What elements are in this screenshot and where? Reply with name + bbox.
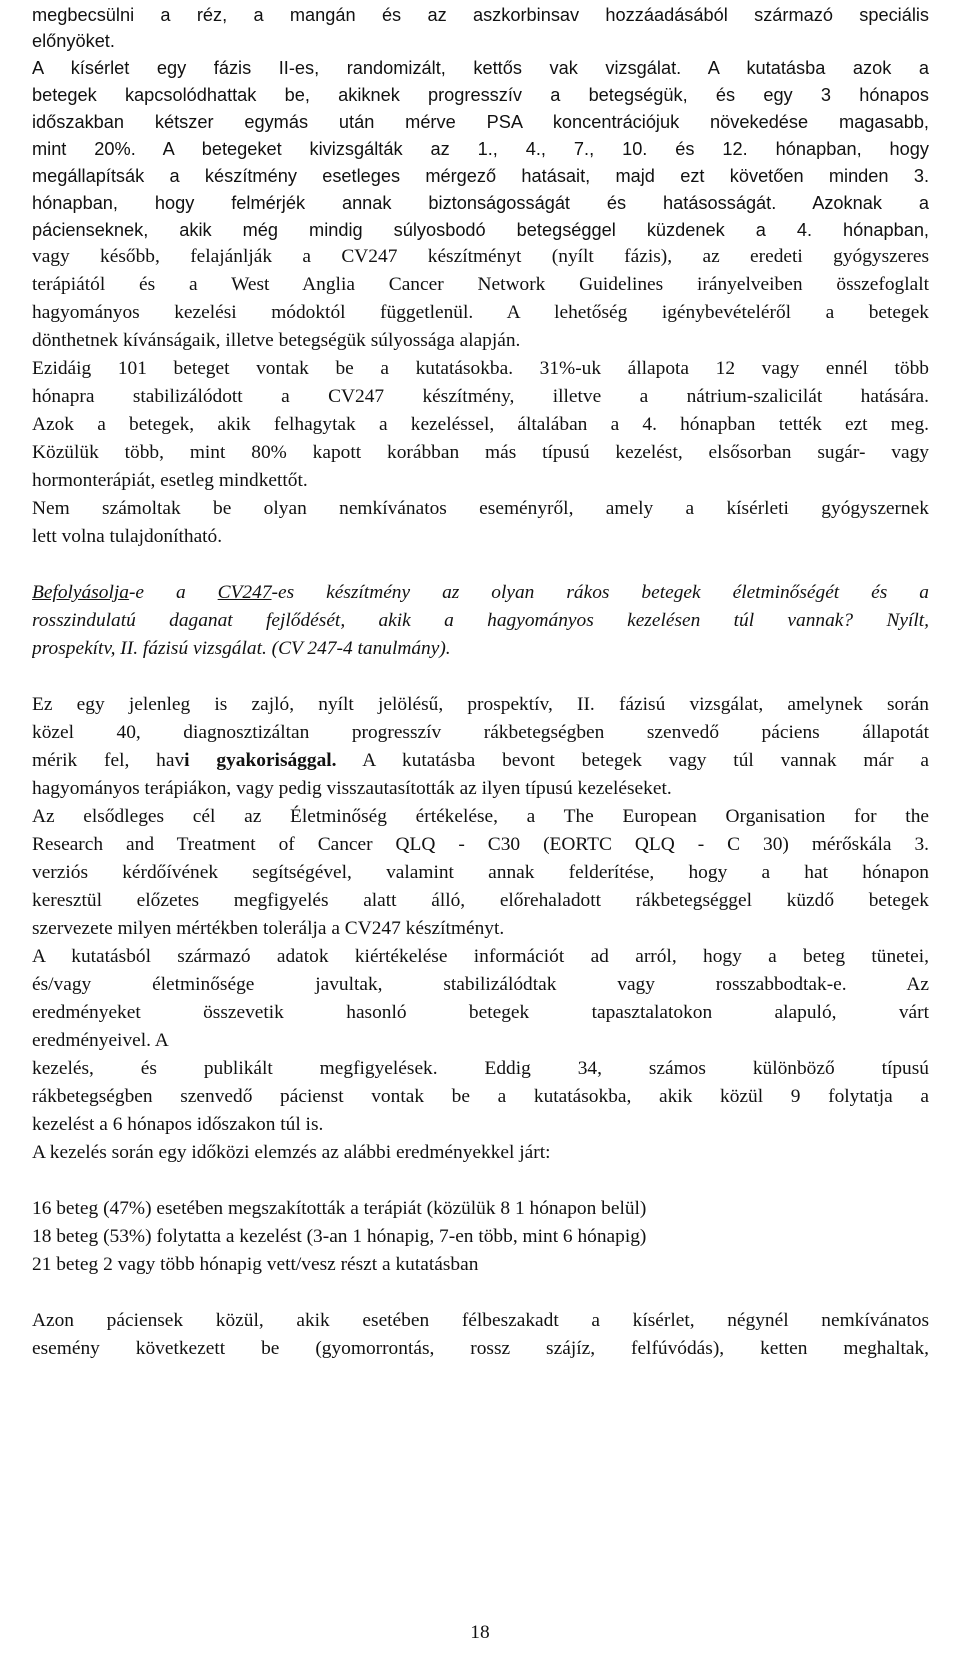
text-line: megállapítsák a készítmény esetleges mérgező hatásait, majd ezt követően minden 3. (32, 166, 929, 186)
text-line: pácienseknek, akik még mindig súlyosbodó betegséggel küzdenek a 4. hónapban, (32, 220, 929, 240)
text-line: megbecsülni a réz, a mangán és az aszkorbinsav hozzáadásából származó speciális (32, 5, 929, 25)
text-line: A kísérlet egy fázis II-es, randomizált, kettős vak vizsgálat. A kutatásba azok a (32, 58, 929, 78)
text-line: eredményeket összevetik hasonló betegek tapasztalatokon alapuló, várt (32, 1002, 929, 1023)
text-line: Azok a betegek, akik felhagytak a kezeléssel, általában a 4. hónapban tették ezt meg. (32, 414, 929, 435)
text-line: esemény következett be (gyomorrontás, rossz szájíz, felfúvódás), ketten meghaltak, (32, 1338, 929, 1359)
text-line: vagy később, felajánlják a CV247 készítményt (nyílt fázis), az eredeti gyógyszeres (32, 246, 929, 267)
text-line: lett volna tulajdonítható. (32, 526, 223, 547)
text-line: előnyöket. (32, 31, 115, 51)
text-line: Ezidáig 101 beteget vontak be a kutatásokba. 31%-uk állapota 12 vagy ennél több (32, 358, 929, 379)
text-line: hónapban, hogy felmérjék annak biztonságosságát és hatásosságát. Azoknak a (32, 193, 929, 213)
text-line (32, 746, 929, 776)
page-number: 18 (470, 1622, 490, 1643)
text-line: kezelés, és publikált megfigyelések. Eddig 34, számos különböző típusú (32, 1058, 929, 1079)
text-line: Research and Treatment of Cancer QLQ - C30 (EORTC QLQ - C 30) mérőskála 3. (32, 834, 929, 855)
text-line: hormonterápiát, esetleg mindkettőt. (32, 470, 308, 491)
text-line: szervezete milyen mértékben tolerálja a CV247 készítményt. (32, 918, 505, 939)
section-heading: rosszindulatú daganat fejlődését, akik a hagyományos kezelésen túl vannak? Nyílt, (32, 610, 929, 631)
heading-underlined-word: CV247 (217, 582, 272, 603)
text-line: eredményeivel. A (32, 1030, 169, 1051)
text-line: A kezelés során egy időközi elemzés az alábbi eredményekkel járt: (32, 1142, 551, 1163)
text-line: hónapra stabilizálódott a CV247 készítmény, illetve a nátrium-szalicilát hatására. (32, 386, 929, 407)
heading-text: -e a (128, 582, 218, 603)
text-line: közel 40, diagnosztizáltan progresszív rákbetegségben szenvedő páciens állapotát (32, 722, 929, 743)
text-line: betegek kapcsolódhattak be, akiknek progresszív a betegségük, és egy 3 hónapos (32, 85, 929, 105)
text-line: Ez egy jelenleg is zajló, nyílt jelölésű, prospektív, II. fázisú vizsgálat, amelynek során (32, 694, 929, 715)
text-line: terápiától és a West Anglia Cancer Network Guidelines irányelveiben összefoglalt (32, 274, 929, 295)
heading-text: -es készítmény az olyan rákos betegek életminőségét és a (271, 582, 929, 603)
result-item: 21 beteg 2 vagy több hónapig vett/vesz részt a kutatásban (32, 1254, 479, 1275)
text-line: és/vagy életminősége javultak, stabilizálódtak vagy rosszabbodtak-e. Az (32, 974, 929, 995)
text-line: Az elsődleges cél az Életminőség értékelése, a The European Organisation for the (32, 806, 929, 827)
text-line: időszakban kétszer egymás után mérve PSA koncentrációjuk növekedése magasabb, (32, 112, 929, 132)
text-line: Azon páciensek közül, akik esetében félbeszakadt a kísérlet, négynél nemkívánatos (32, 1310, 929, 1331)
text-line: verziós kérdőívének segítségével, valamint annak felderítése, hogy a hat hónapon (32, 862, 929, 883)
text-line: keresztül előzetes megfigyelés alatt álló, előrehaladott rákbetegséggel küzdő betegek (32, 890, 929, 911)
text-line: hagyományos kezelési módoktól függetlenül. A lehetőség igénybevételéről a betegek (32, 302, 929, 323)
result-item: 18 beteg (53%) folytatta a kezelést (3-an 1 hónapig, 7-en több, mint 6 hónapig) (32, 1226, 647, 1247)
text-line: rákbetegségben szenvedő pácienst vontak be a kutatásokba, akik közül 9 folytatja a (32, 1086, 929, 1107)
text-run: A kutatásba bevont betegek vagy túl vannak már a (336, 750, 929, 771)
text-line: Nem számoltak be olyan nemkívánatos eseményről, amely a kísérleti gyógyszernek (32, 498, 929, 519)
text-line: kezelést a 6 hónapos időszakon túl is. (32, 1114, 324, 1135)
text-line: dönthetnek kívánságaik, illetve betegségük súlyossága alapján. (32, 330, 521, 351)
heading-underlined-word: Befolyásolja (32, 582, 129, 603)
text-line: mint 20%. A betegeket kivizsgálták az 1., 4., 7., 10. és 12. hónapban, hogy (32, 139, 929, 159)
text-line: A kutatásból származó adatok kiértékelése információt ad arról, hogy a beteg tünetei, (32, 946, 929, 967)
result-item: 16 beteg (47%) esetében megszakították a terápiát (közülük 8 1 hónapon belül) (32, 1198, 647, 1219)
section-heading (32, 578, 929, 608)
text-run: mérik fel, hav (32, 750, 185, 771)
section-heading: prospekítv, II. fázisú vizsgálat. (CV 247-4 tanulmány). (32, 638, 451, 659)
text-line: hagyományos terápiákon, vagy pedig visszautasították az ilyen típusú kezeléseket. (32, 778, 672, 799)
text-line: Közülük több, mint 80% kapott korábban más típusú kezelést, elsősorban sugár- vagy (32, 442, 929, 463)
bold-text: i gyakorisággal. (184, 750, 337, 771)
